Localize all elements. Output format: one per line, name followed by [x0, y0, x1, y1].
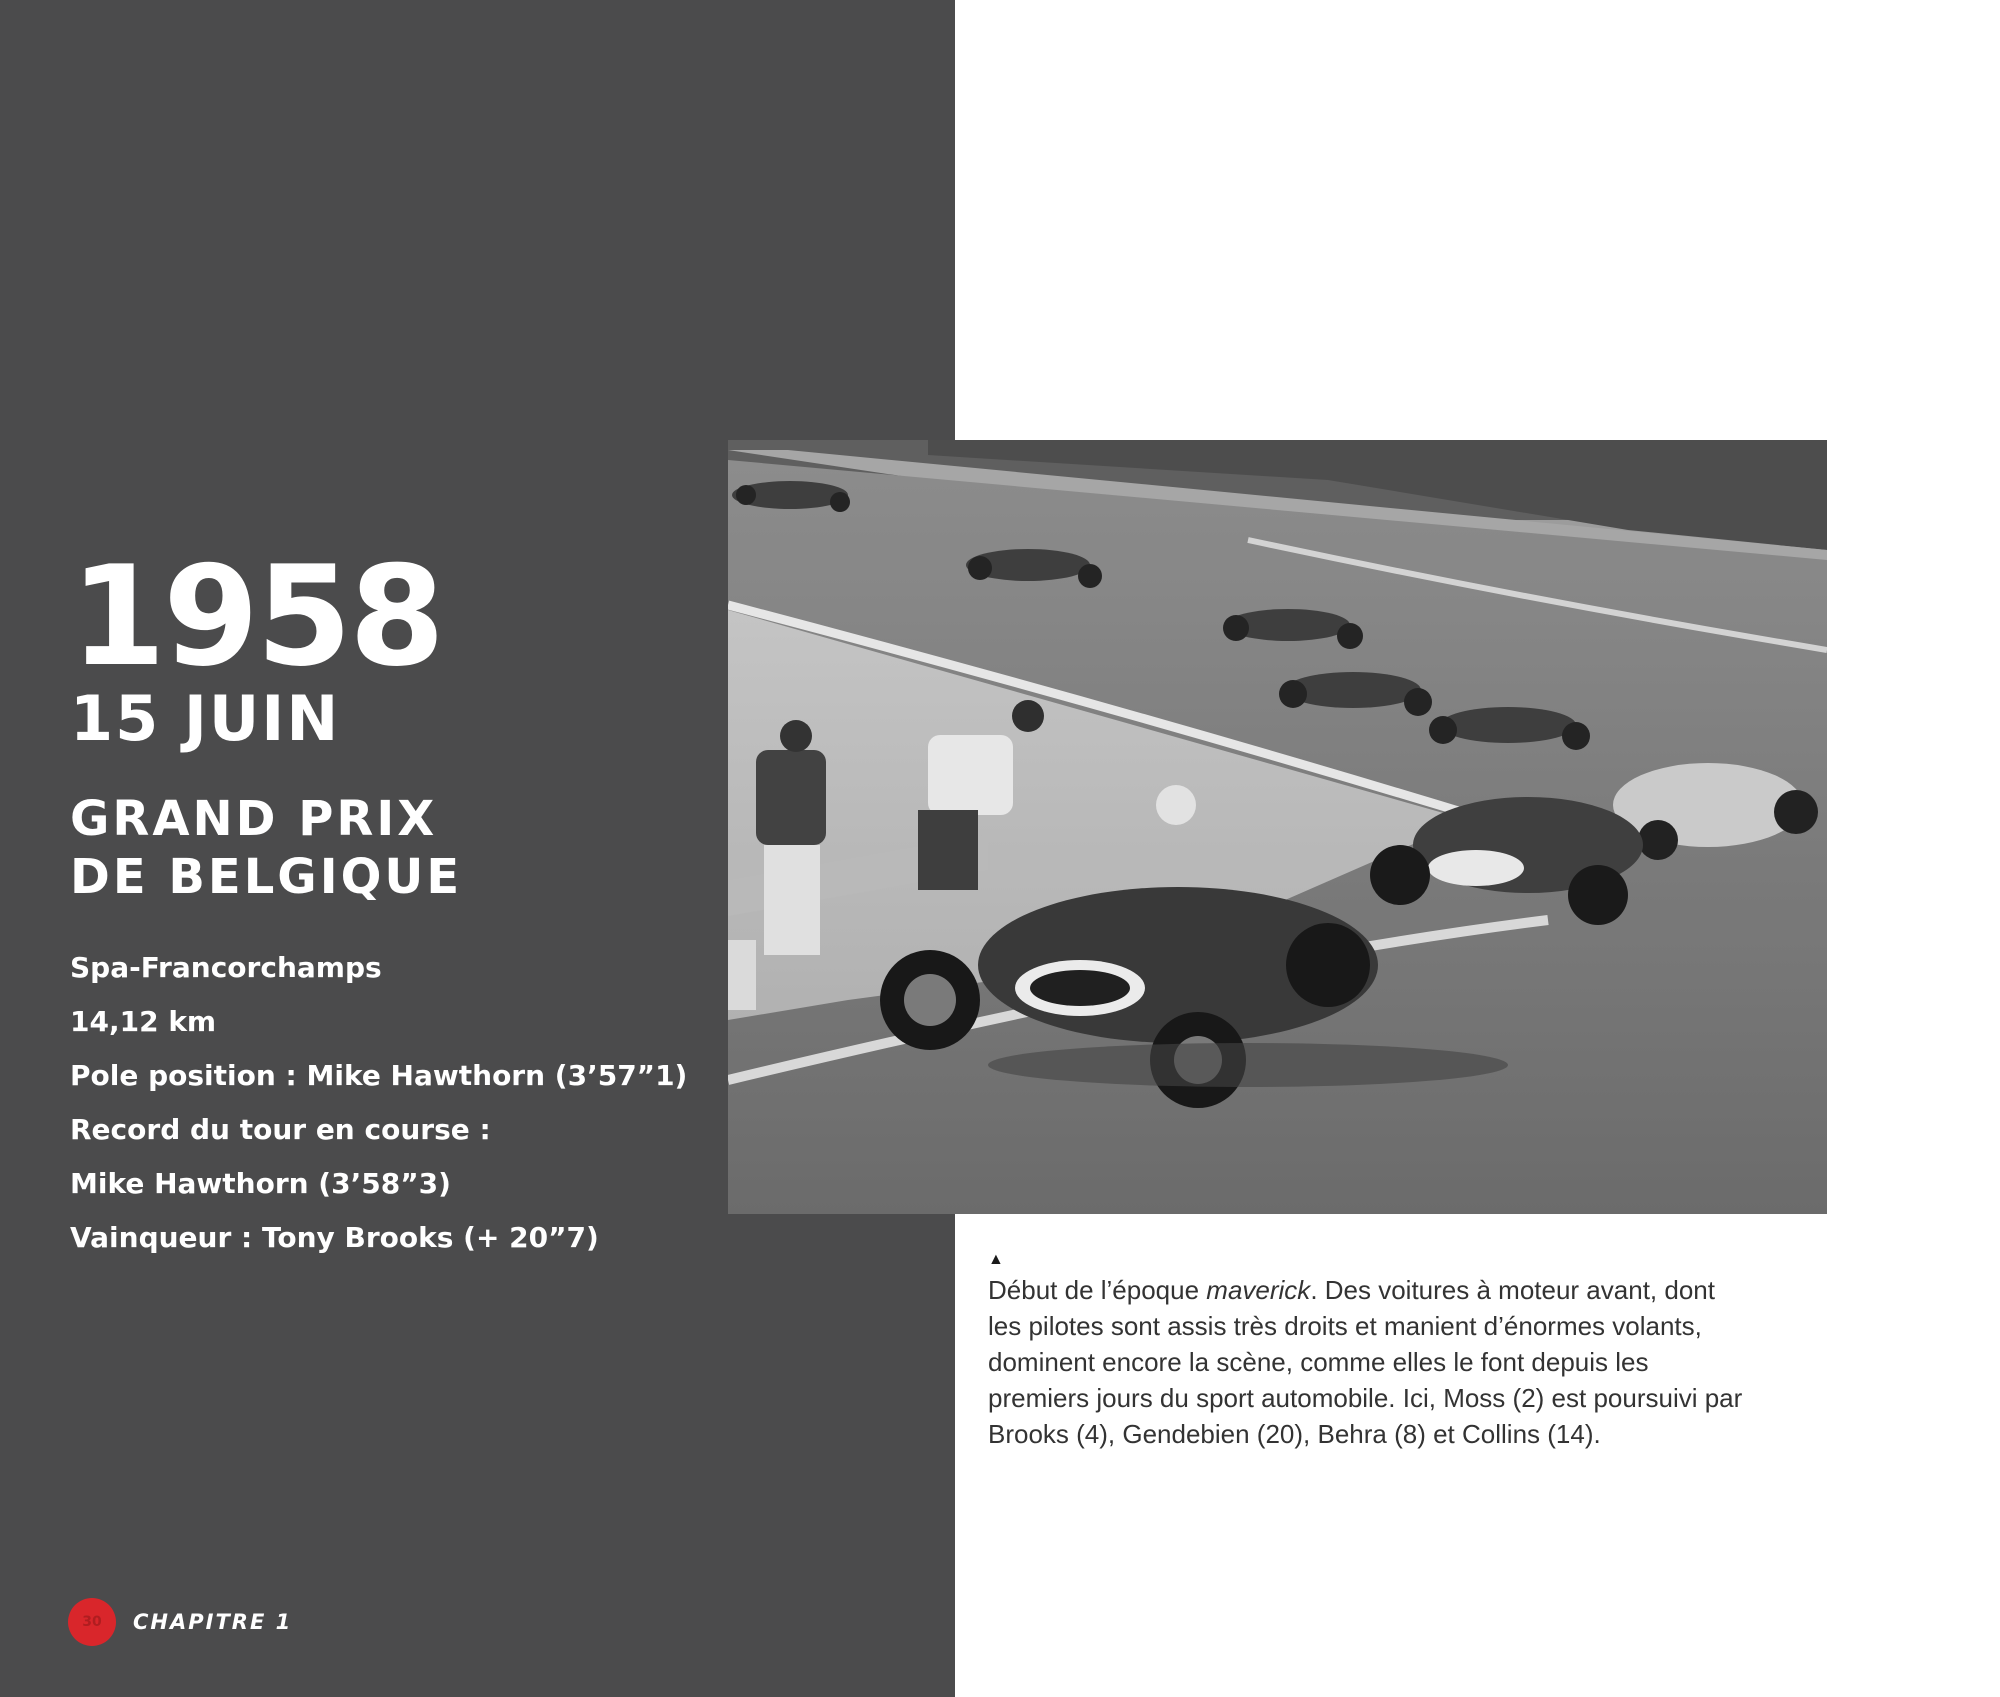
year-heading: 1958 [70, 536, 443, 697]
grand-prix-title-line: DE BELGIQUE [70, 849, 463, 905]
fact-pole-position: Pole position : Mike Hawthorn (3’57”1) [70, 1059, 688, 1092]
chapter-label: CHAPITRE 1 [133, 1610, 293, 1634]
fact-length: 14,12 km [70, 1005, 217, 1038]
grand-prix-title-line: GRAND PRIX [70, 791, 438, 847]
fact-winner: Vainqueur : Tony Brooks (+ 20”7) [70, 1221, 599, 1254]
race-photo-illustration [728, 440, 1827, 1214]
caption-text-part: . Des voitures à moteur avant, dont les pilotes sont assis très droits et manient d’énormes volants, dominent encore la scène, comme elles le font depuis les premiers jours du sport automobile. Ici, Moss (2) est poursuivi par Brooks (4), Gendebien (20), Behra (8) et Collins (14). [988, 1275, 1743, 1449]
fact-circuit: Spa-Francorchamps [70, 951, 382, 984]
photo-caption [988, 1250, 1748, 1452]
fact-lap-record-label: Record du tour en course : [70, 1113, 491, 1146]
caption-emphasis: maverick [1206, 1275, 1311, 1305]
caption-text [988, 1272, 1748, 1452]
caption-arrow-icon: ▲ [988, 1251, 1004, 1268]
grand-prix-title [70, 790, 462, 906]
date-heading: 15 JUIN [70, 682, 341, 755]
caption-text-part: Début de l’époque [988, 1275, 1207, 1305]
page-number-badge: 30 [68, 1598, 116, 1646]
fact-lap-record-value: Mike Hawthorn (3’58”3) [70, 1167, 451, 1200]
race-photo [728, 440, 1827, 1214]
race-facts-list [70, 948, 687, 1272]
